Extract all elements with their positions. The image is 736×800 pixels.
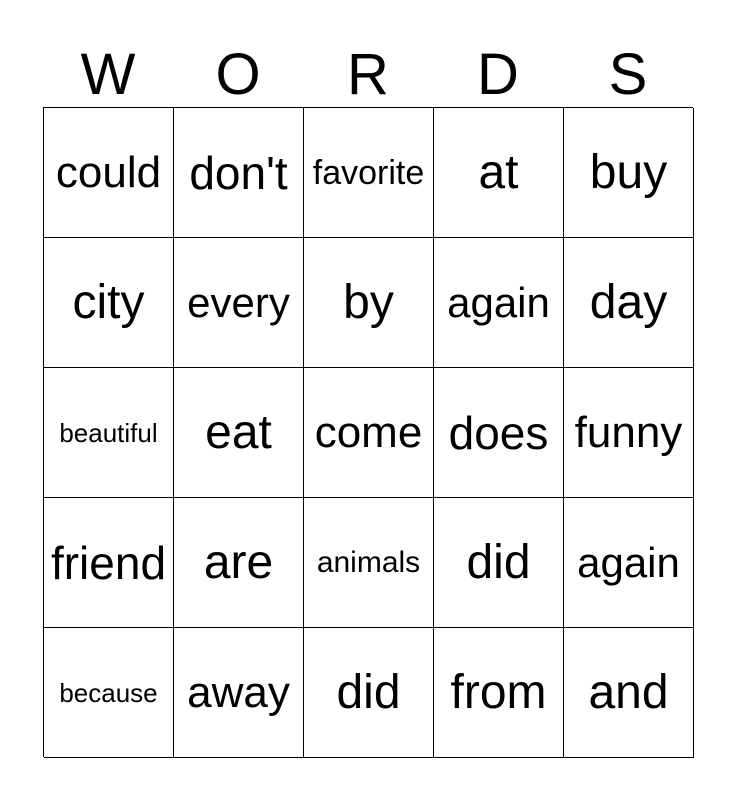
bingo-cell[interactable]: buy bbox=[564, 108, 694, 238]
bingo-cell[interactable]: because bbox=[44, 628, 174, 758]
bingo-cell[interactable]: city bbox=[44, 238, 174, 368]
bingo-cell[interactable]: beautiful bbox=[44, 368, 174, 498]
bingo-cell[interactable]: friend bbox=[44, 498, 174, 628]
bingo-cell[interactable]: did bbox=[304, 628, 434, 758]
bingo-cell[interactable]: eat bbox=[174, 368, 304, 498]
bingo-cell[interactable]: at bbox=[434, 108, 564, 238]
header-letter-d: D bbox=[477, 42, 519, 107]
header-letter-s: S bbox=[608, 42, 648, 107]
bingo-cell[interactable]: animals bbox=[304, 498, 434, 628]
header-row bbox=[43, 42, 693, 108]
bingo-cell[interactable]: don't bbox=[174, 108, 304, 238]
bingo-cell[interactable]: every bbox=[174, 238, 304, 368]
bingo-cell[interactable]: does bbox=[434, 368, 564, 498]
bingo-cell[interactable]: and bbox=[564, 628, 694, 758]
bingo-cell[interactable]: again bbox=[564, 498, 694, 628]
bingo-cell[interactable]: come bbox=[304, 368, 434, 498]
bingo-cell[interactable]: day bbox=[564, 238, 694, 368]
bingo-cell[interactable]: away bbox=[174, 628, 304, 758]
bingo-cell[interactable]: again bbox=[434, 238, 564, 368]
header-letter-o: O bbox=[215, 42, 261, 107]
bingo-cell[interactable]: from bbox=[434, 628, 564, 758]
bingo-cell[interactable]: favorite bbox=[304, 108, 434, 238]
bingo-grid bbox=[43, 107, 693, 757]
bingo-cell[interactable]: could bbox=[44, 108, 174, 238]
bingo-cell[interactable]: by bbox=[304, 238, 434, 368]
bingo-cell[interactable]: funny bbox=[564, 368, 694, 498]
header-letter-w: W bbox=[80, 42, 136, 107]
bingo-cell[interactable]: are bbox=[174, 498, 304, 628]
bingo-cell[interactable]: did bbox=[434, 498, 564, 628]
header-letter-r: R bbox=[347, 42, 389, 107]
